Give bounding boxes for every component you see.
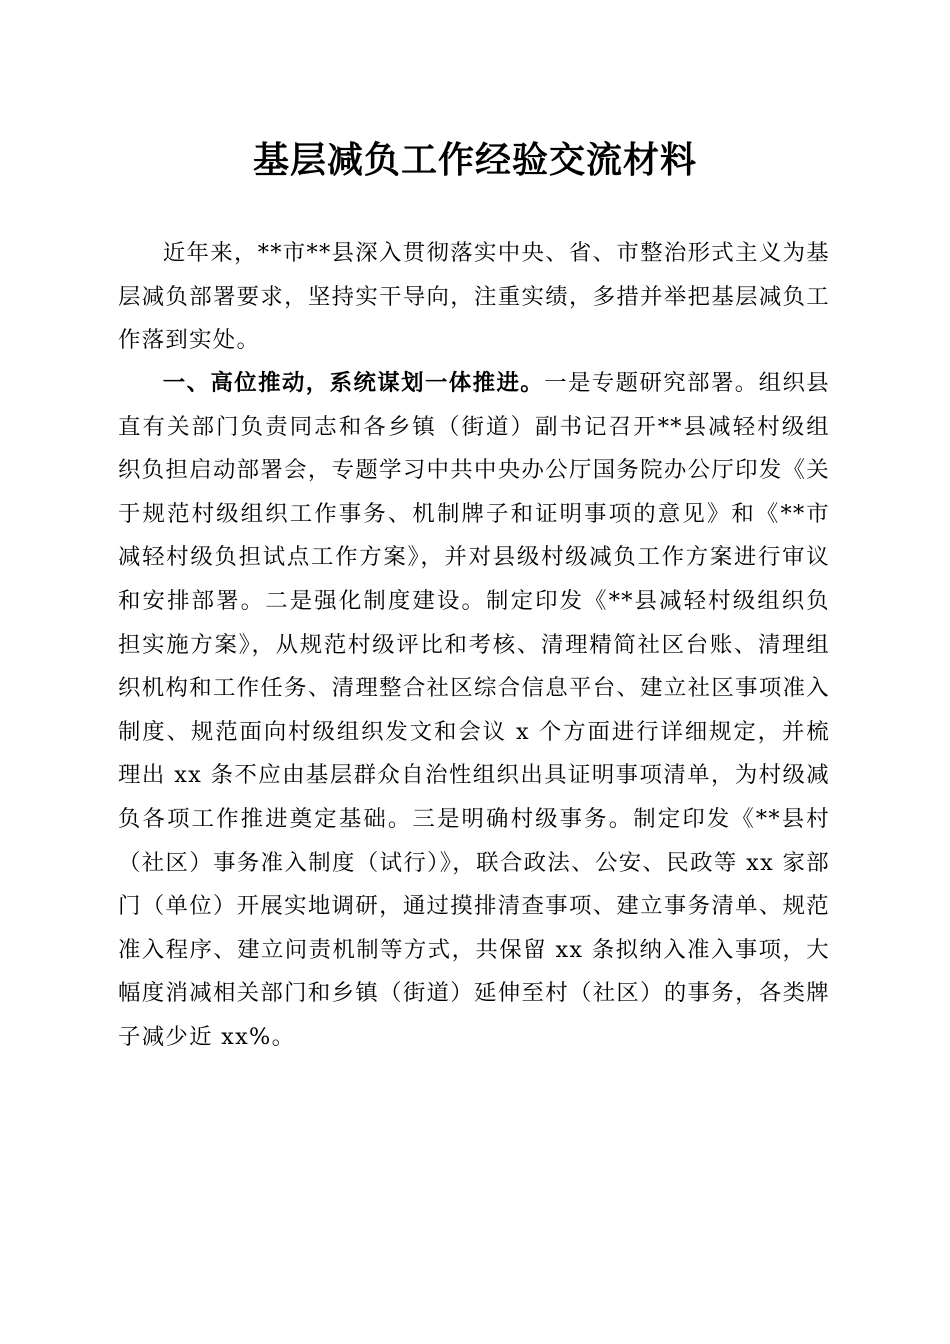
document-title: 基层减负工作经验交流材料 (252, 139, 697, 181)
section-1-body: 一是专题研究部署。组织县直有关部门负责同志和各乡镇（街道）副书记召开**县减轻村级组织负担启动部署会，专题学习中共中央办公厅国务院办公厅印发《关于规范村级组织工作事务、机制牌子和证明事项的意见》和《**市减轻村级负担试点工作方案》，并对县级村级减负工作方案进行审议和安排部署。二是强化制度建设。制定印发《**县减轻村级组织负担实施方案》，从规范村级评比和考核、清理精简社区台账、清理组织机构和工作任务、清理整合社区综合信息平台、建立社区事项准入制度、规范面向村级组织发文和会议 x 个方面进行详细规定，并梳理出 xx 条不应由基层群众自治性组织出具证明事项清单，为村级减负各项工作推进奠定基础。三是明确村级事务。制定印发《**县村（社区）事务准入制度（试行）》，联合政法、公安、民政等 xx 家部门（单位）开展实地调研，通过摸排清查事项、建立事务清单、规范准入程序、建立问责机制等方式，共保留 xx 条拟纳入准入事项，大幅度消减相关部门和乡镇（街道）延伸至村（社区）的事务，各类牌子减少近 xx%。 (118, 370, 830, 1050)
section-1-heading: 一、高位推动，系统谋划一体推进。 (162, 370, 545, 396)
section-1-paragraph (118, 362, 830, 1060)
intro-paragraph: 近年来，**市**县深入贯彻落实中央、省、市整治形式主义为基层减负部署要求，坚持实干导向，注重实绩，多措并举把基层减负工作落到实处。 (118, 240, 830, 354)
